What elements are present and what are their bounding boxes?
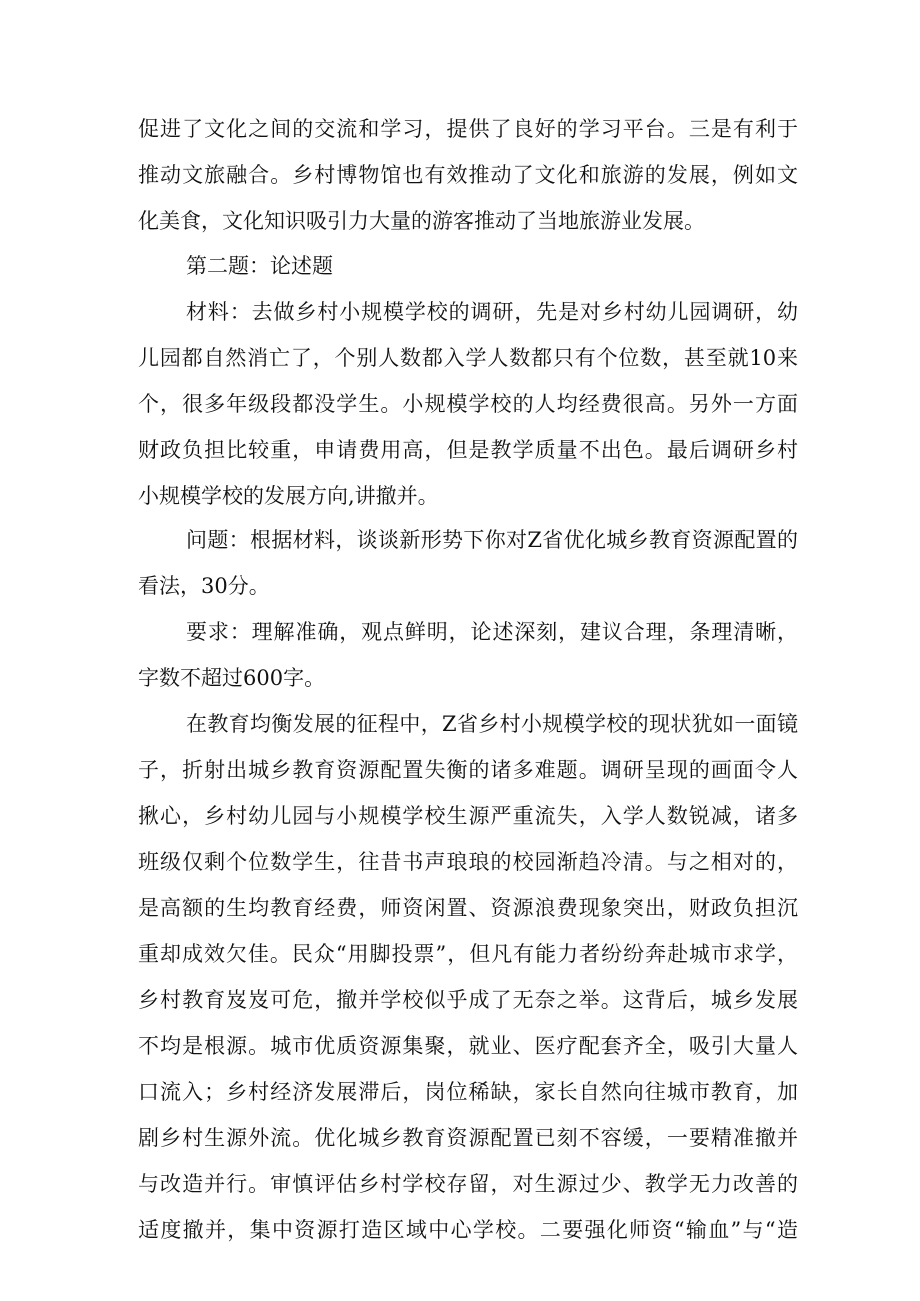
paragraph-line: 口流入；乡村经济发展滞后，岗位稀缺，家长自然向往城市教育，加: [138, 1080, 798, 1104]
paragraph-line: 揪心，乡村幼儿园与小规模学校生源严重流失，入学人数锐减，诸多: [138, 804, 798, 828]
paragraph-line: 与改造并行。审慎评估乡村学校存留，对生源过少、教学无力改善的: [138, 1172, 798, 1196]
paragraph-line: 字数不超过600字。: [138, 666, 326, 690]
paragraph-line: 是高额的生均教育经费，师资闲置、资源浪费现象突出，财政负担沉: [138, 896, 798, 920]
paragraph-line: 在教育均衡发展的征程中，Z省乡村小规模学校的现状犹如一面镜: [186, 712, 798, 736]
paragraph-line: 问题：根据材料，谈谈新形势下你对Z省优化城乡教育资源配置的: [186, 528, 798, 552]
paragraph-line: 财政负担比较重，申请费用高，但是教学质量不出色。最后调研乡村: [138, 438, 798, 462]
paragraph-line: 材料：去做乡村小规模学校的调研，先是对乡村幼儿园调研，幼: [186, 300, 798, 324]
paragraph-line: 儿园都自然消亡了，个别人数都入学人数都只有个位数，甚至就10来: [138, 346, 798, 370]
paragraph-line: 促进了文化之间的交流和学习，提供了良好的学习平台。三是有利于: [138, 117, 798, 141]
paragraph-line: 适度撤并，集中资源打造区域中心学校。二要强化师资“输血”与“造: [138, 1218, 798, 1242]
paragraph-line: 班级仅剩个位数学生，往昔书声琅琅的校园渐趋冷清。与之相对的，: [138, 850, 798, 874]
paragraph-line: 个，很多年级段都没学生。小规模学校的人均经费很高。另外一方面: [138, 392, 798, 416]
paragraph-line: 重却成效欠佳。民众“用脚投票”，但凡有能力者纷纷奔赴城市求学，: [138, 942, 798, 966]
paragraph-line: 乡村教育岌岌可危，撤并学校似乎成了无奈之举。这背后，城乡发展: [138, 988, 798, 1012]
paragraph-line: 子，折射出城乡教育资源配置失衡的诸多难题。调研呈现的画面令人: [138, 758, 798, 782]
paragraph-line: 化美食，文化知识吸引力大量的游客推动了当地旅游业发展。: [138, 209, 705, 233]
paragraph-line: 要求：理解准确，观点鲜明，论述深刻，建议合理，条理清晰，: [186, 620, 798, 644]
paragraph-line: 看法，30分。: [138, 574, 270, 598]
paragraph-line: 剧乡村生源外流。优化城乡教育资源配置已刻不容缓，一要精准撤并: [138, 1126, 798, 1150]
paragraph-line: 小规模学校的发展方向,讲撤并。: [138, 484, 439, 508]
paragraph-line: 不均是根源。城市优质资源集聚，就业、医疗配套齐全，吸引大量人: [138, 1034, 798, 1058]
paragraph-line: 推动文旅融合。乡村博物馆也有效推动了文化和旅游的发展，例如文: [138, 163, 798, 187]
section-heading: 第二题：论述题: [186, 254, 333, 278]
